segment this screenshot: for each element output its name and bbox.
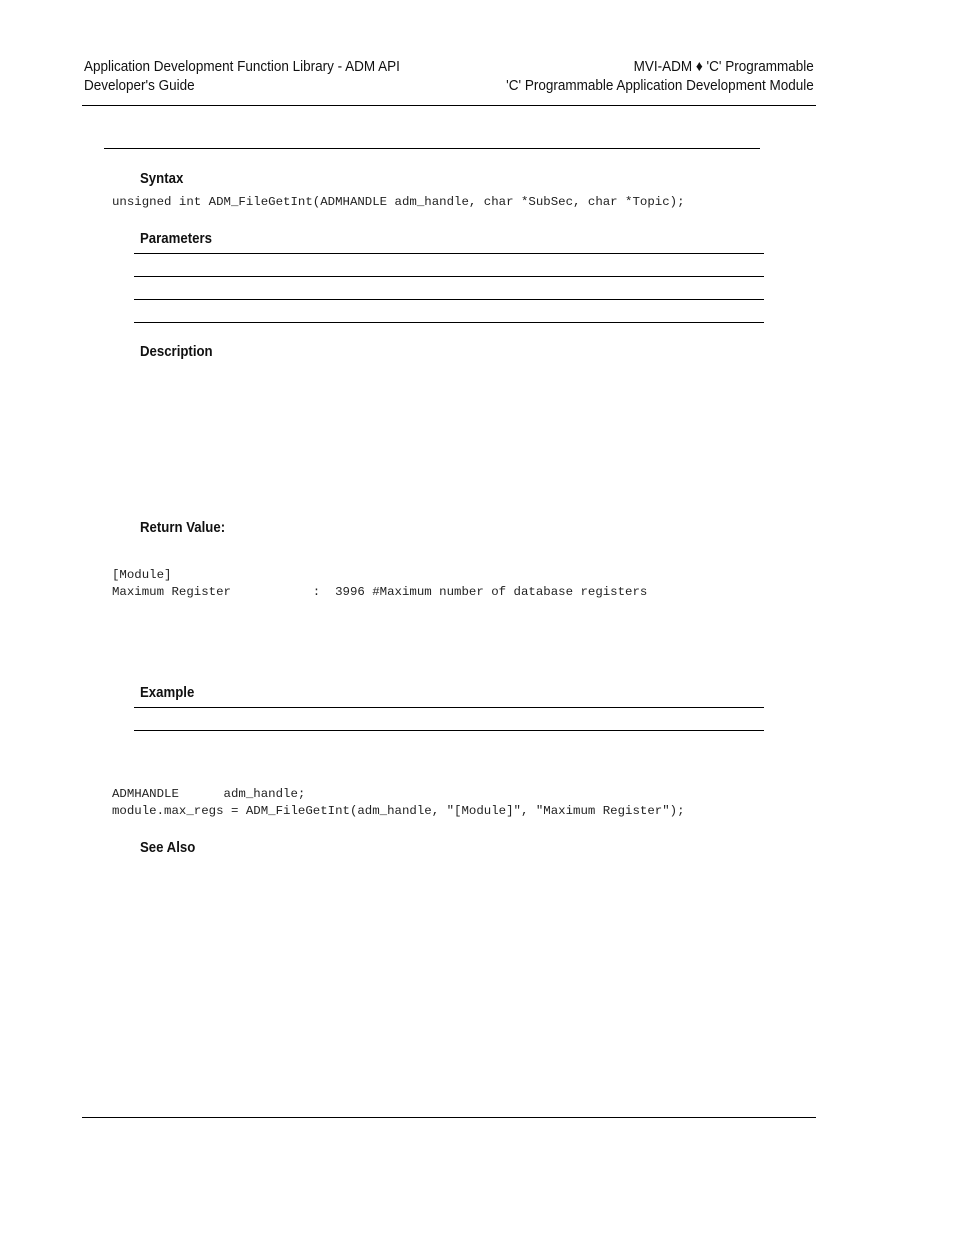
header-rule (82, 105, 816, 106)
example-heading: Example (140, 684, 195, 701)
running-header-right (506, 57, 814, 95)
table-rule (134, 276, 764, 277)
table-rule (134, 730, 764, 731)
example-call-code: module.max_regs = ADM_FileGetInt(adm_handle, "[Module]", "Maximum Register"); (112, 804, 685, 818)
table-rule (134, 299, 764, 300)
parameters-heading: Parameters (140, 230, 212, 247)
table-rule (134, 253, 764, 254)
footer-rule (82, 1117, 816, 1118)
config-entry-code: Maximum Register : 3996 #Maximum number of database registers (112, 585, 648, 599)
config-section-code: [Module] (112, 568, 172, 582)
example-declaration-code: ADMHANDLE adm_handle; (112, 787, 306, 801)
see-also-heading: See Also (140, 839, 196, 856)
return-value-heading: Return Value: (140, 519, 226, 536)
function-title-rule (104, 148, 760, 149)
table-rule (134, 707, 764, 708)
table-rule (134, 322, 764, 323)
header-guide-title: Developer's Guide (84, 77, 195, 94)
header-library-title: Application Development Function Library - ADM API (84, 58, 400, 75)
header-module-title: 'C' Programmable Application Development Module (506, 77, 814, 94)
description-heading: Description (140, 343, 213, 360)
running-header-left (84, 57, 400, 95)
header-product-title: MVI-ADM ♦ 'C' Programmable (633, 58, 814, 75)
syntax-heading: Syntax (140, 170, 184, 187)
syntax-code: unsigned int ADM_FileGetInt(ADMHANDLE adm_handle, char *SubSec, char *Topic); (112, 195, 685, 209)
